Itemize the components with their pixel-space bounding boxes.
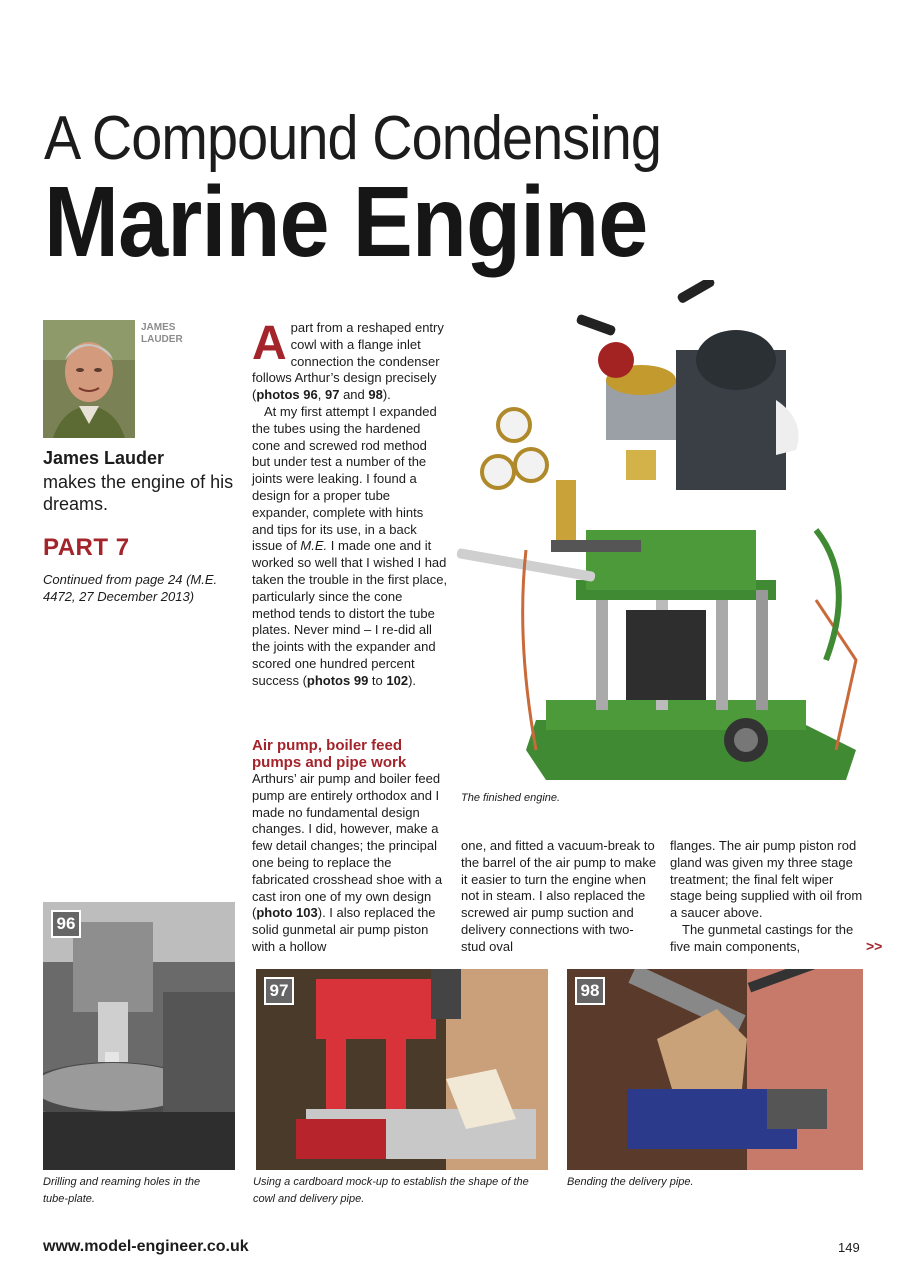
footer-url[interactable]: www.model-engineer.co.uk — [43, 1238, 249, 1255]
engine-photo — [456, 280, 876, 790]
photo-ref: photos 96 — [256, 387, 318, 403]
column-2-text: one, and fitted a vacuum-break to the barrel of the air pump to make it easier to turn the engine when not in steam. I also replaced the screwed air pump suction and delivery connections with two-stud oval — [461, 838, 657, 954]
paragraph-3-text-cont: ). I also replaced the solid gunmetal air pump piston with a hollow — [252, 905, 436, 954]
closing: ). — [408, 672, 417, 688]
part-label: PART 7 — [43, 534, 130, 561]
photo-ref: photo 103 — [256, 905, 318, 921]
author-label: JAMES LAUDER — [141, 322, 183, 345]
author-name: James Lauder — [43, 448, 165, 468]
photo-96 — [43, 902, 235, 1170]
photo-97-caption: Using a cardboard mock-up to establish the shape of the cowl and delivery pipe. — [253, 1176, 529, 1205]
drop-cap: A — [252, 317, 287, 370]
photo-ref: 102 — [386, 672, 409, 688]
title-line-2: Marine Engine — [44, 166, 648, 278]
photo-ref: 98 — [368, 387, 383, 403]
photo-98 — [567, 969, 863, 1170]
section-subhead: Air pump, boiler feed pumps and pipe work — [252, 737, 407, 771]
engine-caption: The finished engine. — [461, 792, 561, 804]
paragraph-2-text-cont: I made one and it worked so well that I wished I had taken the trouble in the first place, particularly since the cone method tends to distort the tube plates. Never mind – I re-did all the joints with the expander and scored one hundred percent success ( — [252, 538, 448, 688]
photo-number-badge: 97 — [264, 977, 294, 1005]
continued-note: Continued from page 24 (M.E. 4472, 27 December 2013) — [43, 572, 218, 604]
standfirst: makes the engine of his dreams. — [43, 472, 234, 514]
paragraph-2-text: At my first attempt I expanded the tubes using the hardened cone and screwed rod method but under test a number of the joints were leaking. I found a design for a proper tube expander, complete with hints and tips for its use, in a back issue of — [252, 403, 437, 554]
photo-97 — [256, 969, 548, 1170]
article-column-1 — [252, 317, 448, 690]
column-3-paragraph-2: The gunmetal castings for the five main components, — [670, 921, 854, 954]
photo-98-caption: Bending the delivery pipe. — [567, 1176, 694, 1188]
separator: , — [317, 387, 325, 403]
photo-ref: photos 99 — [306, 672, 369, 688]
connector: and — [339, 387, 369, 403]
title-line-1: A Compound Condensing — [44, 104, 662, 173]
connector: to — [368, 672, 387, 688]
column-3-paragraph-1: flanges. The air pump piston rod gland was given my three stage treatment; the final felt wiper stage being supplied with oil from a saucer above. — [670, 838, 863, 921]
paragraph-3-text: Arthurs’ air pump and boiler feed pump are entirely orthodox and I made no fundamental design changes. I did, however, make a few detail changes; the principal one being to replace the fabricated crosshead shoe with a cast iron one of my own design ( — [252, 771, 443, 921]
article-column-3 — [670, 838, 866, 956]
page-number: 149 — [838, 1240, 860, 1255]
article-column-2 — [461, 838, 657, 956]
continue-arrow-icon: >> — [866, 938, 883, 954]
photo-ref: 97 — [324, 387, 340, 403]
closing: ). — [382, 387, 391, 403]
publication-ref: M.E. — [300, 538, 328, 554]
article-column-1-continued — [252, 771, 448, 956]
paragraph-1-text: part from a reshaped entry cowl with a flange inlet connection the condenser follows Arthur’s design precisely ( — [252, 320, 444, 403]
photo-number-badge: 98 — [575, 977, 605, 1005]
author-photo — [43, 320, 135, 438]
photo-number-badge: 96 — [51, 910, 81, 938]
photo-96-caption: Drilling and reaming holes in the tube-plate. — [43, 1176, 201, 1205]
